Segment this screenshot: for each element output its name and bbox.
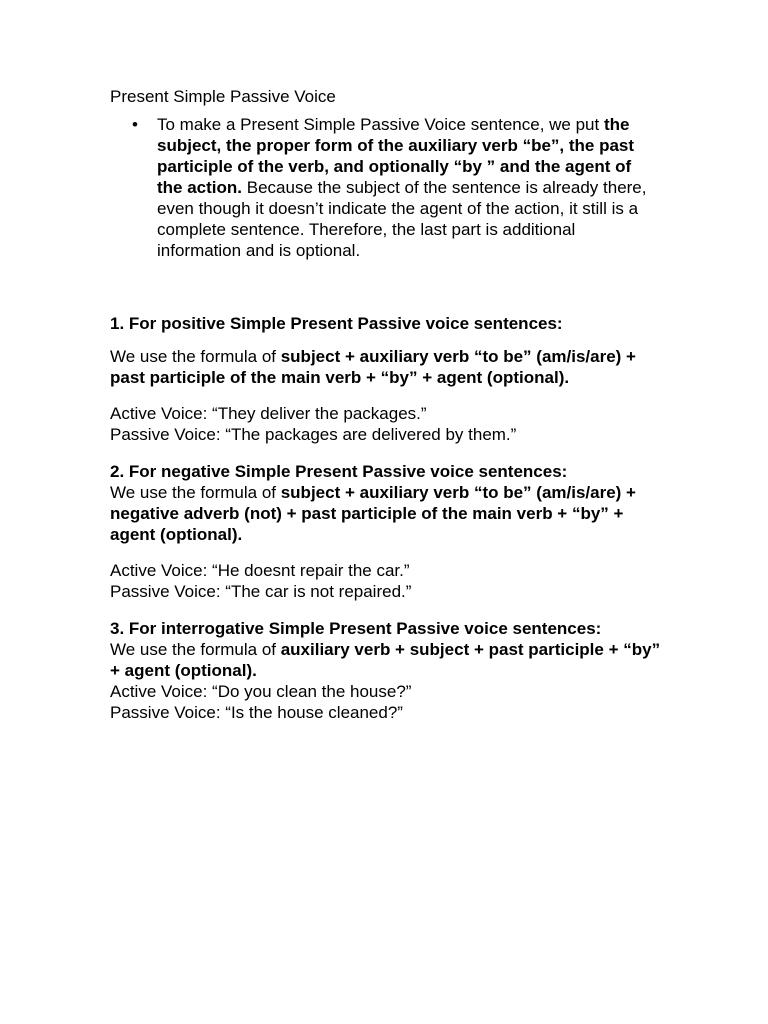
bullet-dot-icon: •	[132, 115, 138, 134]
section-2-active-example: Active Voice: “He doesnt repair the car.”	[110, 561, 410, 580]
section-2-formula	[110, 482, 670, 545]
section-2-formula-bold: subject + auxiliary verb “to be” (am/is/are) + negative adverb (not) + past participle of the main verb + “by” + agent (optional).	[110, 483, 636, 544]
section-3-formula-lead: We use the formula of	[110, 640, 281, 659]
section-2-examples	[110, 560, 670, 602]
bullet-list	[110, 114, 670, 261]
section-3-passive-example: Passive Voice: “Is the house cleaned?”	[110, 703, 403, 722]
section-2-formula-lead: We use the formula of	[110, 483, 281, 502]
section-1-formula-lead: We use the formula of	[110, 347, 281, 366]
section-1-formula	[110, 346, 670, 388]
section-1-examples	[110, 403, 670, 445]
section-3-formula-bold: auxiliary verb + subject + past participle + “by” + agent (optional).	[110, 640, 661, 680]
section-2-passive-example: Passive Voice: “The car is not repaired.”	[110, 582, 412, 601]
bullet-text-bold: the subject, the proper form of the auxiliary verb “be”, the past participle of the verb, and optionally “by ” and the agent of the action.	[157, 115, 635, 197]
section-1-formula-bold: subject + auxiliary verb “to be” (am/is/are) + past participle of the main verb + “by” + agent (optional).	[110, 347, 636, 387]
section-1-active-example: Active Voice: “They deliver the packages.”	[110, 404, 427, 423]
section-1-heading: 1. For positive Simple Present Passive voice sentences:	[110, 314, 563, 333]
bullet-text-rest: Because the subject of the sentence is already there, even though it doesn’t indicate the agent of the action, it still is a complete sentence. Therefore, the last part is additional information and is optional.	[157, 178, 647, 260]
section-3-formula	[110, 639, 670, 681]
section-3-active-example: Active Voice: “Do you clean the house?”	[110, 682, 412, 701]
section-1-passive-example: Passive Voice: “The packages are delivered by them.”	[110, 425, 517, 444]
document-title: Present Simple Passive Voice	[110, 87, 336, 106]
section-2-heading: 2. For negative Simple Present Passive voice sentences:	[110, 462, 568, 481]
bullet-text-intro: To make a Present Simple Passive Voice sentence, we put	[157, 115, 604, 134]
section-3-heading: 3. For interrogative Simple Present Passive voice sentences:	[110, 619, 602, 638]
document-page	[110, 86, 670, 723]
bullet-item	[110, 114, 657, 261]
